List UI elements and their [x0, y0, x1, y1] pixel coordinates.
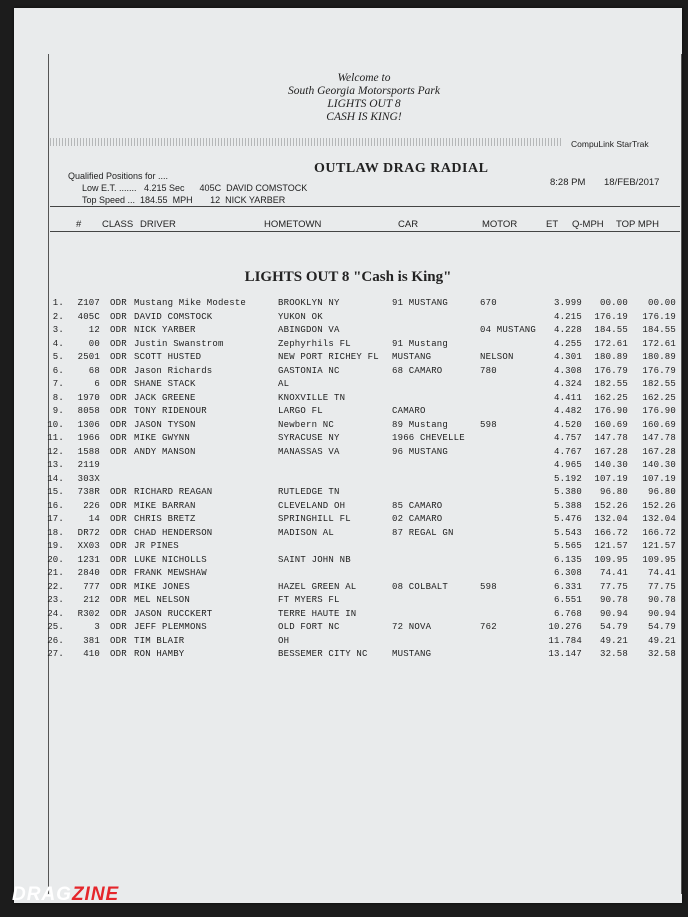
cell-driver: SCOTT HUSTED — [134, 352, 202, 362]
cell-top-mph: 121.57 — [642, 541, 676, 551]
cell-class: ODR — [110, 554, 127, 565]
print-date: 18/FEB/2017 — [604, 177, 660, 188]
table-row — [14, 636, 682, 649]
cell-position: 17. — [47, 514, 64, 524]
cell-position: 26. — [47, 635, 64, 646]
cell-car-number: DR72 — [77, 527, 100, 538]
cell-class: ODR — [110, 635, 127, 646]
table-row — [14, 366, 682, 379]
cell-motor: 780 — [480, 365, 497, 376]
cell-driver: Justin Swanstrom — [134, 338, 224, 349]
cell-driver: TIM BLAIR — [134, 635, 185, 646]
cell-hometown: MADISON AL — [278, 527, 335, 538]
cell-top-mph: 172.61 — [642, 338, 676, 349]
cell-et: 4.482 — [553, 406, 582, 416]
cell-car: 1966 CHEVELLE — [392, 433, 465, 443]
cell-driver: JR PINES — [134, 541, 179, 551]
cell-et: 5.380 — [553, 487, 582, 497]
cell-position: 22. — [47, 581, 64, 592]
low-et-line: Low E.T. ....... 4.215 Sec 405C DAVID COMSTOCK — [82, 183, 308, 193]
cell-class: ODR — [110, 649, 127, 659]
cell-position: 19. — [47, 541, 64, 551]
table-row — [14, 609, 682, 622]
cell-top-mph: 147.78 — [642, 433, 676, 443]
cell-car-number: 2840 — [77, 568, 100, 578]
cell-class: ODR — [110, 487, 127, 497]
cell-top-mph: 54.79 — [647, 622, 676, 632]
cell-hometown: FT MYERS FL — [278, 595, 340, 605]
cell-hometown: OH — [278, 635, 290, 646]
cell-driver: MIKE BARRAN — [134, 500, 196, 511]
cell-hometown: OLD FORT NC — [278, 622, 340, 632]
results-sheet — [14, 8, 682, 903]
cell-hometown: SAINT JOHN NB — [278, 554, 351, 565]
cell-q-mph: 00.00 — [599, 298, 628, 308]
table-row — [14, 555, 682, 568]
cell-hometown: SPRINGHILL FL — [278, 514, 351, 524]
cell-hometown: SYRACUSE NY — [278, 433, 340, 443]
cell-top-mph: 74.41 — [647, 568, 676, 578]
cell-et: 6.768 — [553, 608, 582, 619]
cell-class: ODR — [110, 541, 127, 551]
cell-position: 15. — [47, 487, 64, 497]
cell-position: 27. — [47, 649, 64, 659]
cell-top-mph: 109.95 — [642, 554, 676, 565]
table-row — [14, 582, 682, 595]
cell-driver: MEL NELSON — [134, 595, 191, 605]
table-row — [14, 352, 682, 365]
cell-driver: ANDY MANSON — [134, 446, 196, 457]
cell-driver: JEFF PLEMMONS — [134, 622, 207, 632]
cell-car: 02 CAMARO — [392, 514, 443, 524]
header-bottom-rule — [50, 231, 680, 232]
cell-top-mph: 90.94 — [647, 608, 676, 619]
cell-et: 4.301 — [553, 352, 582, 362]
col-driver-header: DRIVER — [140, 219, 176, 230]
cell-position: 16. — [47, 500, 64, 511]
cell-car-number: 1231 — [77, 554, 100, 565]
cell-q-mph: 162.25 — [594, 392, 628, 403]
cell-class: ODR — [110, 568, 127, 578]
cell-class: ODR — [110, 352, 127, 362]
cell-et: 10.276 — [548, 622, 582, 632]
table-row — [14, 474, 682, 487]
cell-hometown: BROOKLYN NY — [278, 298, 340, 308]
cell-q-mph: 90.78 — [599, 595, 628, 605]
cell-hometown: RUTLEDGE TN — [278, 487, 340, 497]
cell-q-mph: 140.30 — [594, 460, 628, 470]
cell-position: 3. — [52, 325, 64, 335]
cell-motor: 670 — [480, 298, 497, 308]
col-car-header: CAR — [398, 219, 419, 230]
cell-class: ODR — [110, 527, 127, 538]
cell-car-number: 1966 — [77, 433, 100, 443]
header-top-rule — [50, 206, 680, 207]
cell-et: 3.999 — [553, 298, 582, 308]
cell-car-number: 405C — [77, 311, 100, 322]
cell-driver: CHAD HENDERSON — [134, 527, 213, 538]
cell-hometown: Newbern NC — [278, 419, 335, 430]
cell-car-number: 68 — [88, 365, 100, 376]
track-name: South Georgia Motorsports Park — [288, 85, 440, 97]
cell-et: 6.135 — [553, 554, 582, 565]
cell-car: 08 COLBALT — [392, 581, 449, 592]
cell-class: ODR — [110, 581, 127, 592]
cell-position: 13. — [47, 460, 64, 470]
cell-q-mph: 74.41 — [599, 568, 628, 578]
cell-class: ODR — [110, 365, 127, 376]
cell-driver: FRANK MEWSHAW — [134, 568, 207, 578]
class-title: OUTLAW DRAG RADIAL — [314, 161, 489, 176]
cell-motor: 598 — [480, 419, 497, 430]
cell-driver: MIKE JONES — [134, 581, 191, 592]
table-row — [14, 568, 682, 581]
cell-top-mph: 176.90 — [642, 406, 676, 416]
cell-position: 4. — [52, 338, 64, 349]
cell-car-number: 14 — [88, 514, 100, 524]
cell-car-number: 00 — [88, 338, 100, 349]
cell-q-mph: 176.19 — [594, 311, 628, 322]
table-row — [14, 460, 682, 473]
table-row — [14, 447, 682, 460]
cell-class: ODR — [110, 446, 127, 457]
welcome-banner — [254, 72, 474, 124]
col-et-header: ET — [546, 219, 559, 230]
cell-q-mph: 121.57 — [594, 541, 628, 551]
cell-top-mph: 176.79 — [642, 365, 676, 376]
table-row — [14, 622, 682, 635]
cell-position: 23. — [47, 595, 64, 605]
cell-class: ODR — [110, 500, 127, 511]
cell-motor: 762 — [480, 622, 497, 632]
cell-q-mph: 90.94 — [599, 608, 628, 619]
cell-car-number: 777 — [83, 581, 100, 592]
cell-top-mph: 32.58 — [647, 649, 676, 659]
cell-top-mph: 132.04 — [642, 514, 676, 524]
table-row — [14, 339, 682, 352]
cell-car-number: 226 — [83, 500, 100, 511]
cell-et: 4.324 — [553, 379, 582, 389]
cell-et: 4.255 — [553, 338, 582, 349]
cell-top-mph: 160.69 — [642, 419, 676, 430]
table-row — [14, 433, 682, 446]
cell-class: ODR — [110, 622, 127, 632]
cell-position: 2. — [52, 311, 64, 322]
col-motor-header: MOTOR — [482, 219, 518, 230]
cell-car-number: 6 — [94, 379, 100, 389]
cell-top-mph: 162.25 — [642, 392, 676, 403]
cell-q-mph: 182.55 — [594, 379, 628, 389]
cell-driver: TONY RIDENOUR — [134, 406, 207, 416]
cell-top-mph: 166.72 — [642, 527, 676, 538]
cell-class: ODR — [110, 379, 127, 389]
cell-driver: MIKE GWYNN — [134, 433, 191, 443]
cell-position: 24. — [47, 608, 64, 619]
cell-et: 4.767 — [553, 446, 582, 457]
cell-q-mph: 166.72 — [594, 527, 628, 538]
cell-car: 72 NOVA — [392, 622, 432, 632]
table-row — [14, 595, 682, 608]
cell-et: 4.965 — [553, 460, 582, 470]
cell-car-number: Z107 — [77, 298, 100, 308]
table-row — [14, 501, 682, 514]
cell-hometown: LARGO FL — [278, 406, 323, 416]
table-row — [14, 420, 682, 433]
cell-driver: NICK YARBER — [134, 325, 196, 335]
cell-position: 7. — [52, 379, 64, 389]
cell-car: MUSTANG — [392, 649, 432, 659]
cell-hometown: NEW PORT RICHEY FL — [278, 352, 379, 362]
cell-q-mph: 77.75 — [599, 581, 628, 592]
cell-driver: JACK GREENE — [134, 392, 196, 403]
cell-hometown: CLEVELAND OH — [278, 500, 346, 511]
cell-car-number: 8058 — [77, 406, 100, 416]
cell-driver: Mustang Mike Modeste — [134, 298, 247, 308]
welcome-line: Welcome to — [337, 72, 391, 84]
cell-top-mph: 00.00 — [647, 298, 676, 308]
logo-drag: DRAG — [12, 884, 72, 905]
cell-top-mph: 96.80 — [647, 487, 676, 497]
system-label: CompuLink StarTrak — [571, 139, 649, 149]
cell-q-mph: 49.21 — [599, 635, 628, 646]
cell-position: 25. — [47, 622, 64, 632]
event-name: LIGHTS OUT 8 — [327, 98, 401, 110]
cell-hometown: AL — [278, 379, 290, 389]
cell-position: 21. — [47, 568, 64, 578]
cell-q-mph: 107.19 — [594, 473, 628, 484]
cell-hometown: BESSEMER CITY NC — [278, 649, 368, 659]
cell-car-number: 2119 — [77, 460, 100, 470]
table-row — [14, 528, 682, 541]
cell-class: ODR — [110, 419, 127, 430]
table-row — [14, 514, 682, 527]
table-row — [14, 325, 682, 338]
cell-q-mph: 160.69 — [594, 419, 628, 430]
cell-hometown: ABINGDON VA — [278, 325, 340, 335]
cell-top-mph: 184.55 — [642, 325, 676, 335]
cell-top-mph: 182.55 — [642, 379, 676, 389]
qualified-title: Qualified Positions for .... — [68, 171, 169, 181]
cell-class: ODR — [110, 392, 127, 403]
logo-zine: ZINE — [71, 884, 120, 905]
event-slogan: CASH IS KING! — [326, 111, 402, 123]
cell-car-number: 2501 — [77, 352, 100, 362]
cell-class: ODR — [110, 595, 127, 605]
cell-top-mph: 176.19 — [642, 311, 676, 322]
cell-driver: LUKE NICHOLLS — [134, 554, 207, 565]
cell-et: 5.192 — [553, 473, 582, 484]
cell-et: 4.757 — [553, 433, 582, 443]
cell-top-mph: 90.78 — [647, 595, 676, 605]
cell-position: 12. — [47, 446, 64, 457]
cell-car-number: 303X — [77, 473, 100, 484]
cell-car-number: 381 — [83, 635, 100, 646]
cell-q-mph: 132.04 — [594, 514, 628, 524]
cell-class: ODR — [110, 338, 127, 349]
col-qmph-header: Q-MPH — [572, 219, 604, 230]
cell-et: 4.520 — [553, 419, 582, 430]
cell-car-number: 738R — [77, 487, 100, 497]
cell-position: 14. — [47, 473, 64, 484]
cell-hometown: Zephyrhils FL — [278, 338, 351, 349]
cell-q-mph: 109.95 — [594, 554, 628, 565]
col-class-header: CLASS — [102, 219, 134, 230]
cell-class: ODR — [110, 406, 127, 416]
table-row — [14, 312, 682, 325]
cell-car-number: 1588 — [77, 446, 100, 457]
cell-driver: JASON TYSON — [134, 419, 196, 430]
cell-top-mph: 167.28 — [642, 446, 676, 457]
cell-driver: DAVID COMSTOCK — [134, 311, 213, 322]
col-hometown-header: HOMETOWN — [264, 219, 322, 230]
cell-top-mph: 49.21 — [647, 635, 676, 646]
table-row — [14, 487, 682, 500]
cell-car: 85 CAMARO — [392, 500, 443, 511]
cell-class: ODR — [110, 298, 127, 308]
table-row — [14, 649, 682, 662]
cell-et: 4.308 — [553, 365, 582, 376]
cell-et: 5.543 — [553, 527, 582, 538]
qualified-summary — [68, 170, 307, 206]
cell-motor: 598 — [480, 581, 497, 592]
cell-position: 20. — [47, 554, 64, 565]
cell-top-mph: 180.89 — [642, 352, 676, 362]
cell-top-mph: 140.30 — [642, 460, 676, 470]
cell-hometown: GASTONIA NC — [278, 365, 340, 376]
table-row — [14, 406, 682, 419]
cell-q-mph: 32.58 — [599, 649, 628, 659]
results-subtitle: LIGHTS OUT 8 "Cash is King" — [244, 269, 452, 285]
cell-driver: RON HAMBY — [134, 649, 185, 659]
cell-et: 5.388 — [553, 500, 582, 511]
cell-et: 6.308 — [553, 568, 582, 578]
cell-q-mph: 180.89 — [594, 352, 628, 362]
cell-et: 4.411 — [553, 392, 582, 403]
cell-q-mph: 147.78 — [594, 433, 628, 443]
cell-q-mph: 176.79 — [594, 365, 628, 376]
cell-q-mph: 167.28 — [594, 446, 628, 457]
cell-et: 6.331 — [553, 581, 582, 592]
cell-et: 4.228 — [553, 325, 582, 335]
cell-et: 11.784 — [548, 635, 582, 646]
cell-position: 9. — [52, 406, 64, 416]
cell-car-number: 1306 — [77, 419, 100, 430]
cell-car: 91 Mustang — [392, 338, 449, 349]
cell-class: ODR — [110, 311, 127, 322]
cell-top-mph: 107.19 — [642, 473, 676, 484]
cell-top-mph: 152.26 — [642, 500, 676, 511]
cell-car-number: 410 — [83, 649, 100, 659]
cell-car: 91 MUSTANG — [392, 298, 449, 308]
cell-top-mph: 77.75 — [647, 581, 676, 592]
cell-driver: SHANE STACK — [134, 379, 196, 389]
cell-et: 6.551 — [553, 595, 582, 605]
cell-q-mph: 176.90 — [594, 406, 628, 416]
cell-et: 5.565 — [553, 541, 582, 551]
cell-position: 5. — [52, 352, 64, 362]
cell-driver: Jason Richards — [134, 365, 213, 376]
cell-hometown: TERRE HAUTE IN — [278, 608, 357, 619]
cell-et: 13.147 — [548, 649, 582, 659]
table-row — [14, 541, 682, 554]
cell-motor: 04 MUSTANG — [480, 325, 537, 335]
print-time: 8:28 PM — [550, 177, 586, 188]
cell-position: 6. — [52, 365, 64, 376]
cell-hometown: HAZEL GREEN AL — [278, 581, 357, 592]
cell-car-number: R302 — [77, 608, 100, 619]
cell-car: CAMARO — [392, 406, 426, 416]
cell-car: 89 Mustang — [392, 419, 449, 430]
col-topmph-header: TOP MPH — [616, 219, 659, 230]
cell-car: 68 CAMARO — [392, 365, 443, 376]
cell-car-number: XX03 — [77, 541, 100, 551]
col-num-header: # — [76, 219, 82, 230]
table-row — [14, 298, 682, 311]
cell-q-mph: 184.55 — [594, 325, 628, 335]
cell-car-number: 3 — [94, 622, 100, 632]
cell-et: 5.476 — [553, 514, 582, 524]
cell-position: 1. — [52, 298, 64, 308]
table-row — [14, 393, 682, 406]
cell-class: ODR — [110, 514, 127, 524]
cell-car: 87 REGAL GN — [392, 527, 454, 538]
cell-car: MUSTANG — [392, 352, 432, 362]
cell-class: ODR — [110, 608, 127, 619]
cell-position: 10. — [47, 419, 64, 430]
cell-position: 11. — [47, 433, 64, 443]
dragzine-logo — [12, 884, 119, 906]
cell-driver: JASON RUCCKERT — [134, 608, 213, 619]
cell-car-number: 1970 — [77, 392, 100, 403]
cell-hometown: KNOXVILLE TN — [278, 392, 346, 403]
cell-position: 18. — [47, 527, 64, 538]
cell-car-number: 12 — [88, 325, 100, 335]
cell-driver: CHRIS BRETZ — [134, 514, 196, 524]
cell-q-mph: 54.79 — [599, 622, 628, 632]
top-speed-line: Top Speed ... 184.55 MPH 12 NICK YARBER — [82, 195, 286, 205]
cell-car: 96 MUSTANG — [392, 446, 449, 457]
cell-et: 4.215 — [553, 311, 582, 322]
shaded-divider — [50, 138, 562, 146]
cell-q-mph: 96.80 — [599, 487, 628, 497]
cell-q-mph: 172.61 — [594, 338, 628, 349]
cell-motor: NELSON — [480, 352, 514, 362]
cell-class: ODR — [110, 325, 127, 335]
cell-class: ODR — [110, 433, 127, 443]
cell-q-mph: 152.26 — [594, 500, 628, 511]
cell-position: 8. — [52, 392, 64, 403]
table-row — [14, 379, 682, 392]
cell-hometown: YUKON OK — [278, 311, 323, 322]
cell-hometown: MANASSAS VA — [278, 446, 340, 457]
cell-driver: RICHARD REAGAN — [134, 487, 213, 497]
cell-car-number: 212 — [83, 595, 100, 605]
